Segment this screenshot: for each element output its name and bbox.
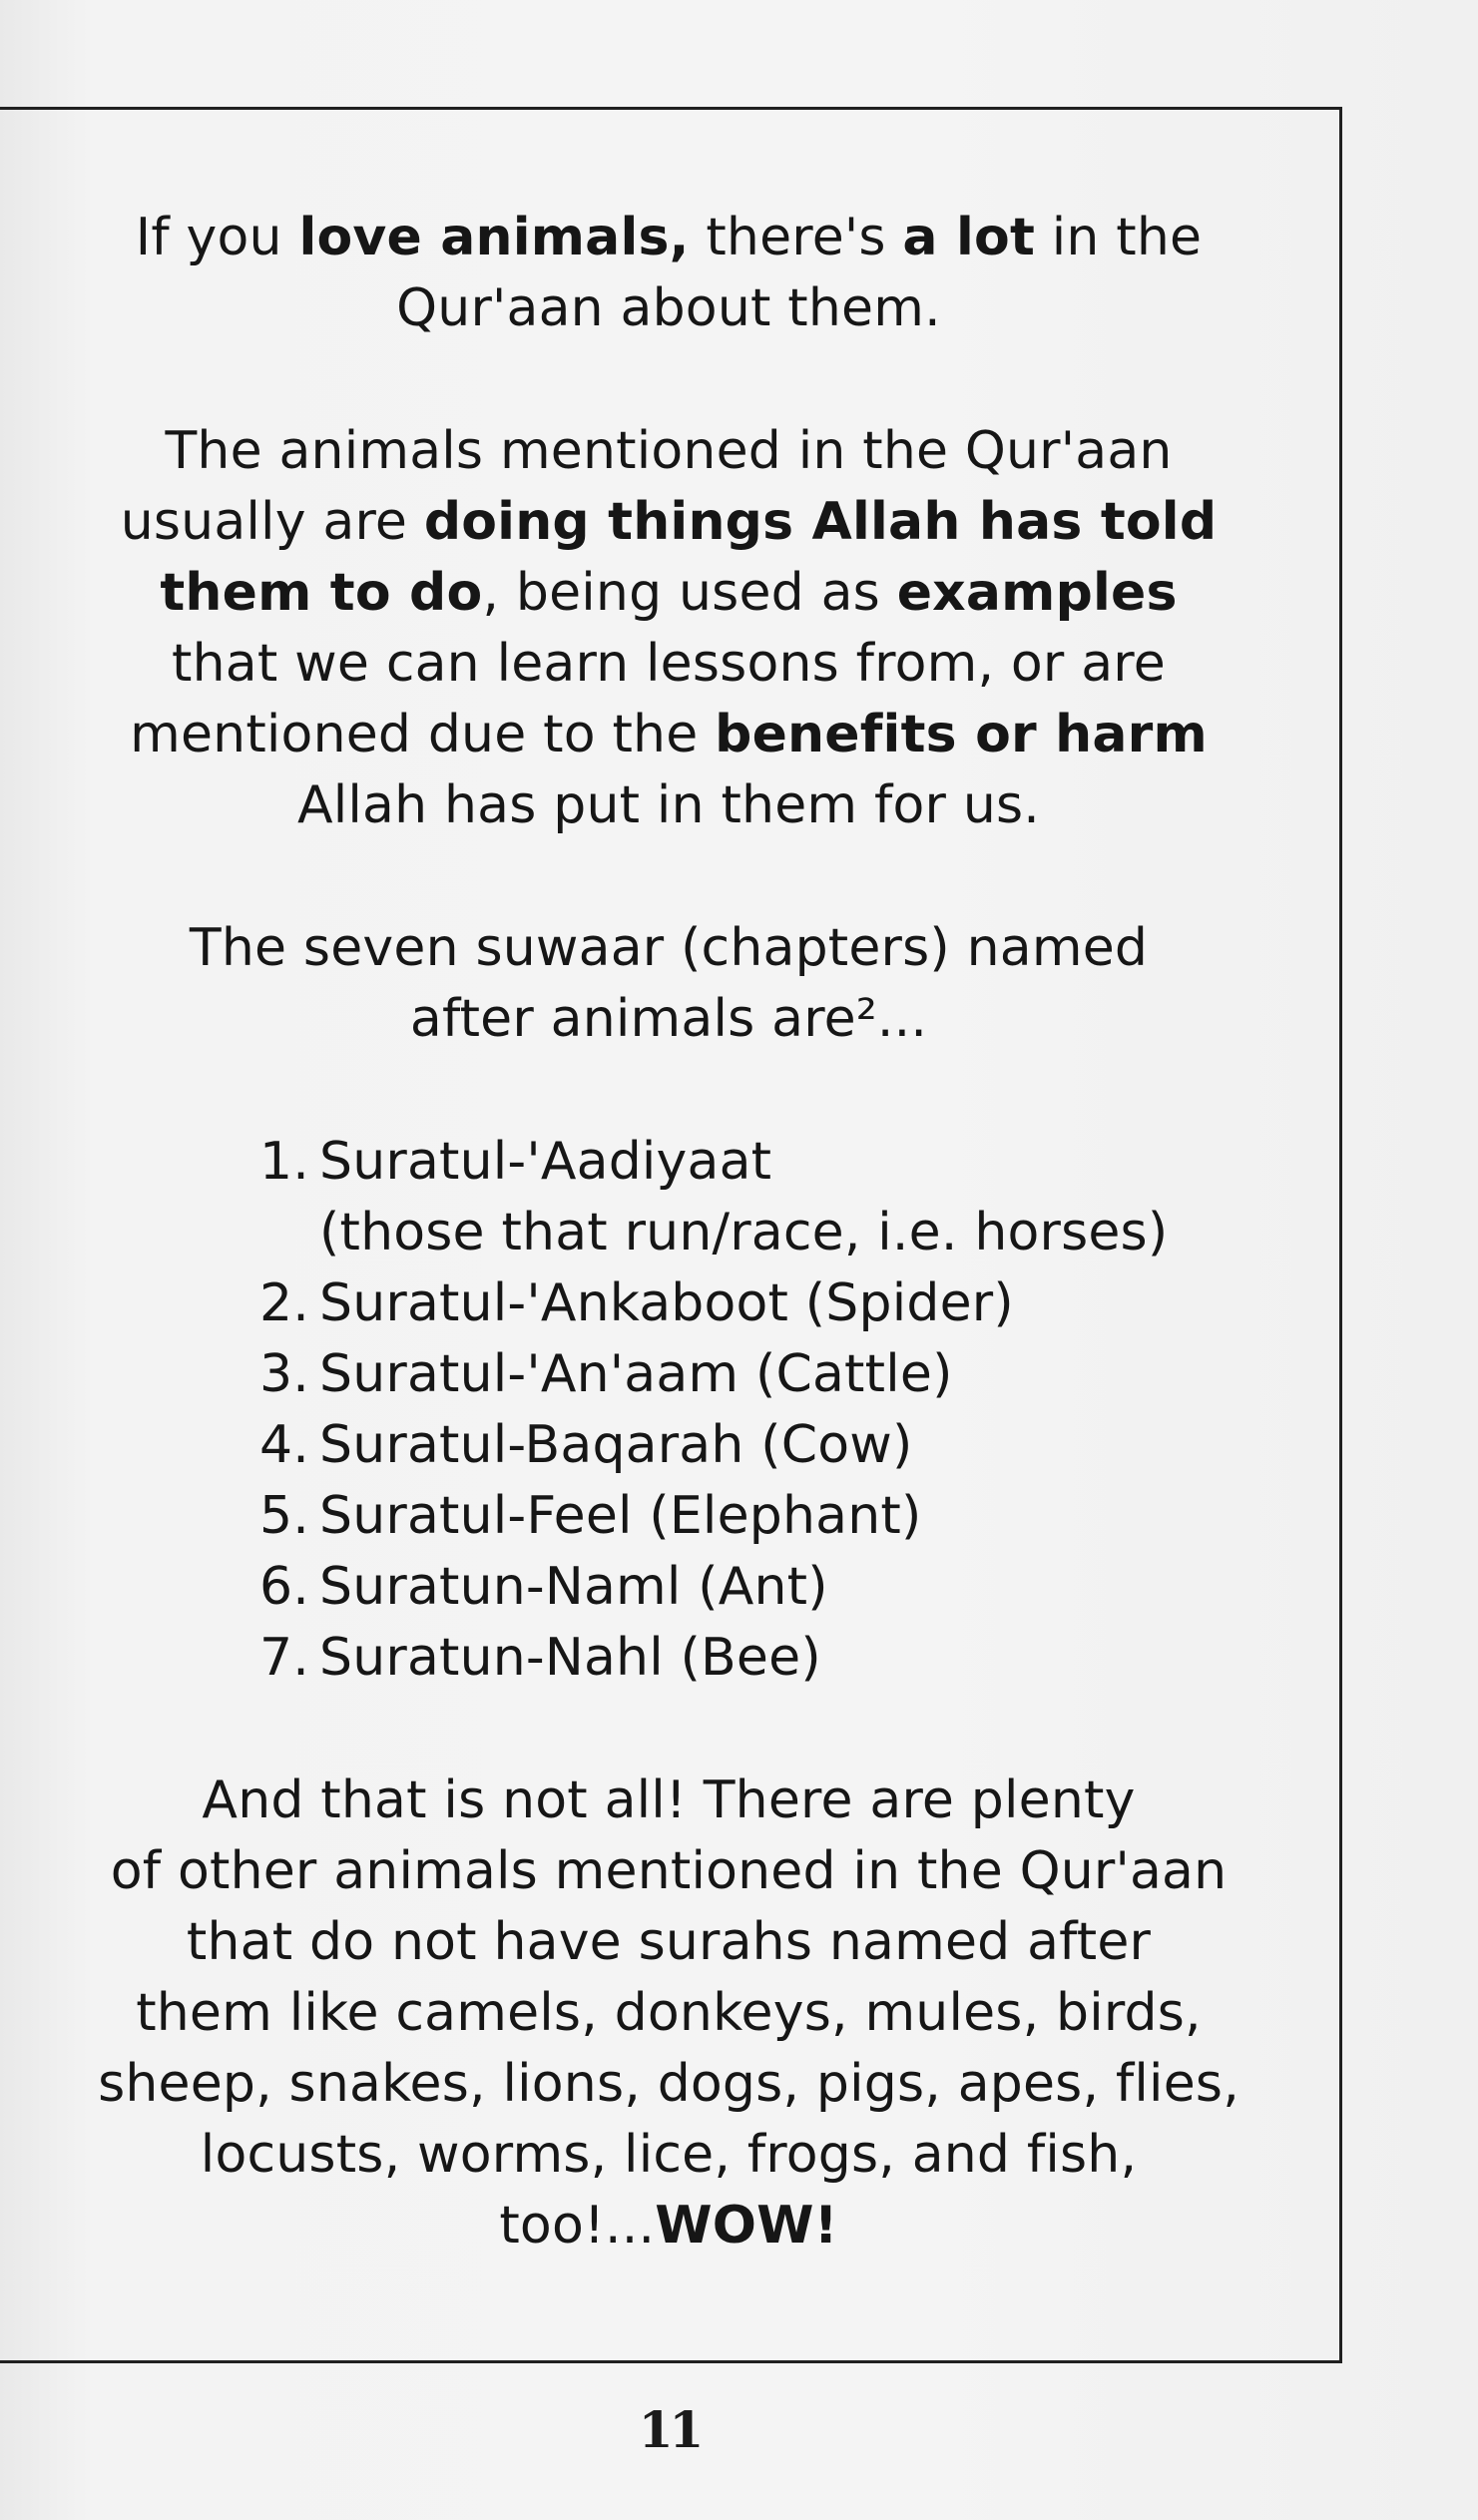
text: usually are [120,492,424,552]
list-number: 5. [258,1486,309,1546]
list-number: 7. [258,1628,309,1688]
list-item [40,1552,1297,1623]
animals-line-2 [40,487,1297,558]
surah-description: (those that run/race, i.e. horses) [319,1203,1169,1262]
closing-line-6: locusts, worms, lice, frogs, and fish, [200,2125,1138,2185]
text: too!... [499,2196,656,2256]
text: in the [1035,208,1203,267]
surah-name: Suratul-'Aadiyaat [319,1132,772,1192]
closing-line-7 [40,2191,1297,2262]
list-item [40,1623,1297,1694]
bold-text: WOW! [655,2196,838,2256]
surah-name: Suratul-Feel (Elephant) [319,1486,922,1546]
intro-line-2: Qur'aan about them. [396,278,941,338]
text: , being used as [482,563,897,623]
surah-name: Suratul-'An'aam (Cattle) [319,1344,953,1404]
surah-name: Suratul-'Ankaboot (Spider) [319,1273,1014,1333]
closing-line-3: that do not have surahs named after [186,1912,1152,1972]
closing-paragraph [40,1765,1297,2262]
animals-line-5 [40,700,1297,770]
suwaar-line-1: The seven suwaar (chapters) named [189,918,1149,978]
animals-paragraph [40,416,1297,841]
animals-line-1: The animals mentioned in the Qur'aan [165,421,1173,481]
surah-name: Suratun-Naml (Ant) [319,1557,828,1617]
bold-text: examples [896,563,1178,623]
closing-line-1: And that is not all! There are plenty [202,1770,1136,1830]
list-number: 4. [258,1415,309,1475]
list-number: 1. [258,1132,309,1192]
suwaar-line-2: after animals are²... [409,989,928,1049]
list-item [40,1268,1297,1339]
list-item [40,1127,1297,1268]
text: If you [135,208,299,267]
page-content [40,203,1297,2262]
list-number: 6. [258,1557,309,1617]
closing-line-5: sheep, snakes, lions, dogs, pigs, apes, flies, [98,2054,1239,2114]
list-item [40,1481,1297,1552]
bold-text: a lot [902,208,1036,267]
surah-list [40,1127,1297,1694]
animals-line-3 [40,558,1297,629]
list-number: 3. [258,1344,309,1404]
surah-name: Suratul-Baqarah (Cow) [319,1415,913,1475]
page-number: 11 [638,2400,701,2459]
bold-text: love animals, [298,208,690,267]
intro-line-1 [40,203,1297,273]
text: mentioned due to the [130,705,716,764]
bold-text: benefits or harm [715,705,1208,764]
list-number: 2. [258,1273,309,1333]
bold-text: doing things Allah has told [423,492,1218,552]
animals-line-6: Allah has put in them for us. [296,775,1040,835]
closing-line-4: them like camels, donkeys, mules, birds, [136,1983,1202,2043]
bold-text: them to do [160,563,483,623]
text: there's [689,208,903,267]
surah-name: Suratun-Nahl (Bee) [319,1628,821,1688]
intro-paragraph [40,203,1297,344]
seven-suwaar-paragraph [40,913,1297,1055]
list-item [40,1410,1297,1481]
animals-line-4: that we can learn lessons from, or are [172,634,1166,694]
closing-line-2: of other animals mentioned in the Qur'aan [110,1841,1228,1901]
list-item [40,1339,1297,1410]
